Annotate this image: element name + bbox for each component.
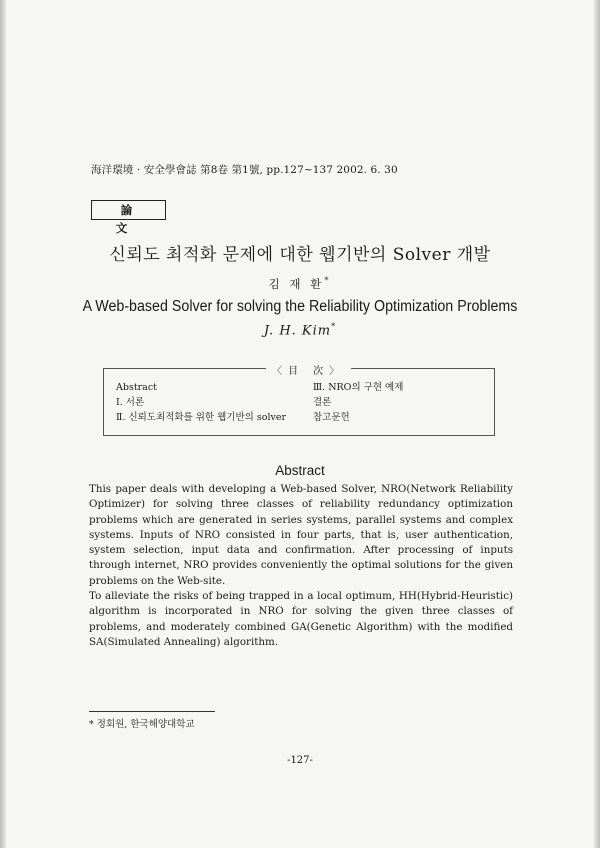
toc-item: 참고문헌 [313,412,350,423]
article-type-label: 論 文 [91,200,166,220]
page-edge-left [0,0,6,848]
page-edge-right [594,0,600,848]
footnote: * 정회원, 한국해양대학교 [89,719,195,730]
title-english: A Web-based Solver for solving the Reliability Optimization Problems [82,298,518,315]
author-english-name: J. H. Kim [263,323,332,339]
abstract-paragraph-1: This paper deals with developing a Web-based Solver, NRO(Network Reliability Optimizer) for solving three classes of reliability redundancy optimization problems which are generated in series systems, parallel systems and complex systems. Inputs of NRO consisted in four parts, that is, user authentication, system selection, input data and confirmation. After processing of inputs through internet, NRO provides conveniently the optimal solutions for the given problems on the Web-site. [89,483,513,587]
toc-title: 〈目 次〉 [266,362,351,377]
toc-item: Ⅰ. 서론 [116,397,145,408]
author-korean [0,276,600,292]
title-korean: 신뢰도 최적화 문제에 대한 웹기반의 Solver 개발 [109,245,491,265]
footnote-divider [89,711,215,712]
toc-item: Ⅱ. 신뢰도최적화를 위한 웹기반의 solver [116,412,287,423]
toc-left-column [116,380,286,425]
author-marker-english: * [331,322,337,331]
abstract-paragraph-2: To alleviate the risks of being trapped in a local optimum, HH(Hybrid-Heuristic) algorithm is incorporated in NRO for solving the given three classes of problems, and moderately combined GA(Genetic Algorithm) with the modified SA(Simulated Annealing) algorithm. [89,590,513,648]
toc-item: 결론 [313,397,332,408]
toc-item: Ⅲ. NRO의 구현 예제 [313,382,404,393]
author-korean-name: 김 재 환 [268,277,325,291]
abstract-heading: Abstract [275,463,325,478]
toc-right-column [313,380,403,425]
journal-citation: 海洋環境 · 安全學會誌 第8卷 第1號, pp.127~137 2002. 6. 30 [91,164,398,176]
page-number: -127- [287,755,313,766]
toc-item: Abstract [116,382,157,393]
abstract-body [89,482,513,650]
author-marker: * [324,276,332,286]
author-english [0,322,600,338]
